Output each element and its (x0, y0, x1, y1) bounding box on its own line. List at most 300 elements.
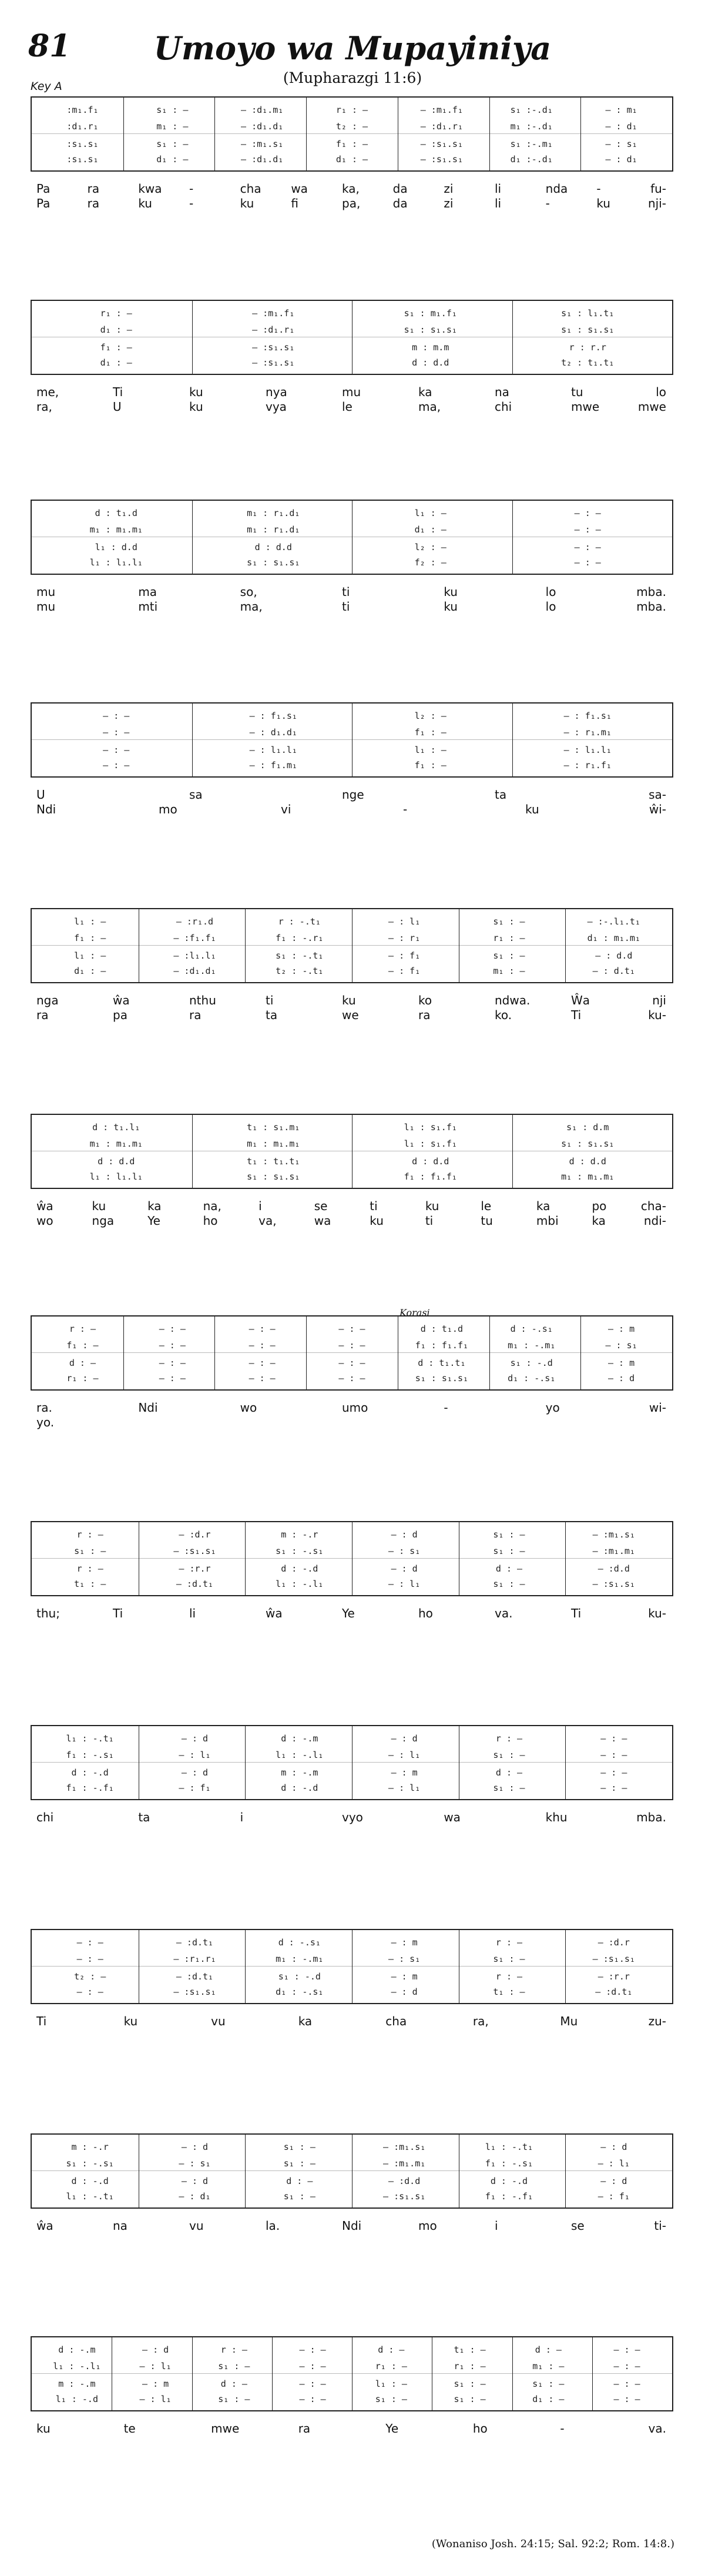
measure-cell: s₁ : — (218, 2394, 250, 2404)
lyric-syllable: nga (36, 993, 59, 1007)
measure-cell: d : t₁.d (95, 508, 137, 518)
measure-cell: — : — (299, 2379, 326, 2389)
measure-cell: m₁ : — (156, 121, 189, 132)
measure-cell: r : r.r (569, 342, 606, 353)
tonic-solfa-notation (32, 2138, 672, 2204)
lyric-syllable: ku (525, 802, 539, 816)
measure-cell: d₁ : m₁.m₁ (587, 933, 640, 943)
measure-cell: — : d (391, 1529, 418, 1540)
lyric-syllable: - (189, 196, 194, 210)
voice-row (38, 136, 666, 152)
measure-cell: — : d₁ (179, 2191, 211, 2202)
lyric-syllable: ma (138, 585, 157, 599)
measure-cell: — : — (613, 2344, 640, 2355)
lyric-syllable: ku- (648, 1606, 666, 1620)
voice-row (38, 2173, 666, 2189)
measure-cell: — : — (159, 1373, 186, 1384)
lyric-syllable: ra (418, 1008, 431, 1022)
measure-cell: f₁ : -.f₁ (66, 1783, 114, 1793)
lyric-syllable: ti (342, 599, 350, 614)
voice-row (38, 102, 666, 118)
voice-row (38, 505, 666, 521)
measure-cell: t₁ : — (454, 2344, 486, 2355)
tonic-solfa-notation (32, 1730, 672, 1796)
voice-row (38, 708, 666, 723)
lyric-syllable: Ndi (138, 1401, 158, 1415)
measure-cell: — : — (600, 1750, 627, 1760)
measure-cell: — : — (103, 727, 130, 738)
lyric-syllable: Ye (342, 1606, 355, 1620)
lyric-syllable: - (403, 802, 408, 816)
lyric-syllable: va, (258, 1214, 277, 1228)
lyric-syllable: ho (472, 2421, 488, 2436)
measure-cell: — : r₁.m₁ (563, 727, 612, 738)
measure-cell: — : l₁.l₁ (563, 745, 612, 755)
lyric-syllable: Ye (147, 1214, 160, 1228)
measure-cell: f₁ : -.r₁ (276, 933, 324, 943)
lyric-syllable: vi (281, 802, 291, 816)
lyric-line (31, 2219, 672, 2236)
tonic-solfa-notation (32, 2341, 672, 2407)
measure-cell: — : l₁ (139, 2394, 172, 2404)
lyric-syllable: zu- (648, 2014, 666, 2028)
measure-cell: l₁ : -.l₁ (276, 1579, 324, 1589)
tonic-solfa-notation (32, 707, 672, 773)
measure-cell: f₁ : -.f₁ (485, 2191, 533, 2202)
measure-cell: t₁ : — (493, 1987, 525, 1997)
measure-cell: d : — (495, 1767, 523, 1778)
measure-cell: — :d₁.m₁ (241, 105, 284, 115)
voice-row (38, 1169, 666, 1184)
tonic-solfa-notation (32, 1320, 672, 1386)
measure-cell: — :m₁.f₁ (420, 105, 463, 115)
lyric-syllable: tu (481, 1214, 493, 1228)
lyric-syllable: ti (266, 993, 274, 1007)
measure-cell: m₁ : -.m₁ (508, 1340, 556, 1351)
music-system (31, 1114, 672, 1228)
lyric-syllable: ka (298, 2014, 313, 2028)
lyric-line (31, 599, 672, 617)
measure-cell: s₁ : -.s₁ (66, 2158, 114, 2169)
voice-row (38, 1338, 666, 1353)
lyric-syllable: ka (147, 1199, 162, 1213)
lyric-syllable: cha (385, 2014, 407, 2028)
measure-cell: s₁ : — (74, 1546, 106, 1556)
measure-cell: — :s₁.s₁ (383, 2191, 426, 2202)
footer-reference: (Wonaniso Josh. 24:15; Sal. 92:2; Rom. 14:8.) (431, 2538, 674, 2550)
measure-cell: d : — (535, 2344, 562, 2355)
lyric-syllable: U (113, 400, 122, 414)
measure-cell: r₁ : — (100, 308, 132, 319)
measure-cell: — :d₁.r₁ (252, 324, 295, 335)
chorus-label: Korasi (400, 1307, 430, 1318)
staff-box (31, 1521, 673, 1596)
measure-cell: t₂ : — (335, 121, 368, 132)
measure-cell: s₁ : — (218, 2361, 250, 2371)
lyric-syllable: ŵa (266, 1606, 283, 1620)
measure-cell: l₁ : s₁.f₁ (404, 1122, 457, 1133)
tonic-solfa-notation (32, 913, 672, 979)
lyric-line (31, 1214, 672, 1231)
measure-cell: t₂ : t₁.t₁ (561, 357, 615, 368)
lyric-syllable: mbi (536, 1214, 559, 1228)
measure-cell: s₁ : s₁.s₁ (561, 324, 615, 335)
measure-cell: d : d.d (412, 1156, 449, 1167)
measure-cell: r₁ : — (375, 2361, 407, 2371)
measure-cell: r : — (69, 1324, 96, 1334)
lyric-syllable: ra, (36, 400, 52, 414)
lyric-syllable: ku (240, 196, 254, 210)
lyric-syllable: ndi- (643, 1214, 666, 1228)
measure-cell: d : -.s₁ (510, 1324, 553, 1334)
measure-cell: — : d (600, 2142, 627, 2152)
lyric-syllable: le (342, 400, 352, 414)
lyric-syllable: zi (444, 182, 454, 196)
voice-row (38, 2359, 666, 2374)
lyric-syllable: ku (425, 1199, 439, 1213)
measure-cell: — :m₁.s₁ (241, 139, 284, 149)
measure-cell: — : — (299, 2344, 326, 2355)
measure-cell: — : — (299, 2394, 326, 2404)
lyric-syllable: wa (291, 182, 308, 196)
measure-cell: — :m₁.f₁ (252, 308, 295, 319)
measure-cell: d : -.d (281, 1563, 318, 1574)
measure-cell: l₁ : -.t₁ (66, 1733, 114, 1744)
tonic-solfa-notation (32, 504, 672, 570)
measure-cell: d₁ : — (156, 154, 189, 165)
measure-cell: d₁ : — (414, 524, 446, 535)
measure-cell: — : f₁ (179, 1783, 211, 1793)
measure-cell: l₁ : l₁.l₁ (89, 1171, 143, 1182)
measure-cell: f₁ : — (74, 933, 106, 943)
lyric-syllable: ka (592, 1214, 606, 1228)
lyric-syllable: se (571, 2219, 585, 2233)
measure-cell: — :d.d (388, 2176, 421, 2186)
voice-row (38, 1576, 666, 1592)
measure-cell: — : d₁.d₁ (249, 727, 297, 738)
measure-cell: r₁ : — (454, 2361, 486, 2371)
lyric-syllable: so, (240, 585, 257, 599)
lyric-syllable: se (314, 1199, 328, 1213)
voice-row (38, 1136, 666, 1151)
lyric-syllable: nji (652, 993, 666, 1007)
staff-box (31, 500, 673, 575)
measure-cell: — : — (600, 1783, 627, 1793)
measure-cell: s₁ : s₁.s₁ (561, 1138, 615, 1149)
lyric-syllable: sa (189, 788, 203, 802)
music-system (31, 1315, 672, 1429)
measure-cell: — : d (391, 1563, 418, 1574)
measure-cell: s₁ : — (283, 2191, 315, 2202)
measure-cell: — : — (159, 1324, 186, 1334)
lyric-syllable: chi (495, 400, 512, 414)
voice-row (38, 2342, 666, 2357)
lyric-line (31, 1606, 672, 1624)
voice-row (38, 742, 666, 758)
measure-cell: — : d (181, 2142, 209, 2152)
measure-cell: — :f₁.f₁ (173, 933, 216, 943)
measure-cell: s₁ : s₁.s₁ (404, 324, 457, 335)
measure-cell: d₁ : — (100, 357, 132, 368)
lyric-syllable: i (495, 2219, 498, 2233)
measure-cell: — :s₁.s₁ (592, 1579, 635, 1589)
measure-cell: — : d₁ (605, 121, 637, 132)
measure-cell: r : — (495, 1971, 523, 1982)
measure-cell: d : — (495, 1563, 523, 1574)
measure-cell: — : s₁ (605, 1340, 637, 1351)
measure-cell: d₁ : -.s₁ (508, 1373, 556, 1384)
lyric-syllable: ho (418, 1606, 433, 1620)
measure-cell: r : — (220, 2344, 247, 2355)
lyric-syllable: ra. (36, 1401, 52, 1415)
lyric-syllable: va. (648, 2421, 666, 2436)
lyric-line (31, 196, 672, 214)
measure-cell: — : — (613, 2394, 640, 2404)
measure-cell: l₁ : d.d (95, 542, 137, 552)
voice-row (38, 1543, 666, 1559)
measure-cell: — :d₁.d₁ (241, 154, 284, 165)
measure-cell: l₁ : — (375, 2379, 407, 2389)
measure-cell: — : d.d (595, 950, 633, 961)
measure-cell: d₁ : — (335, 154, 368, 165)
measure-cell: s₁ :-.d₁ (510, 105, 553, 115)
measure-cell: t₂ : — (74, 1971, 106, 1982)
voice-row (38, 1561, 666, 1576)
voice-row (38, 963, 666, 979)
measure-cell: — : — (574, 524, 601, 535)
voice-row (38, 930, 666, 946)
lyric-syllable: Pa (36, 182, 51, 196)
staff-box (31, 702, 673, 778)
staff-box (31, 300, 673, 375)
measure-cell: r : — (495, 1733, 523, 1744)
voice-row (38, 758, 666, 773)
lyric-syllable: khu (545, 1810, 568, 1824)
measure-cell: — : — (613, 2361, 640, 2371)
measure-cell: — : — (338, 1358, 365, 1368)
lyric-syllable: ra (298, 2421, 311, 2436)
lyric-syllable: la. (266, 2219, 280, 2233)
lyric-syllable: yo. (36, 1415, 55, 1429)
lyric-syllable: ku- (648, 1008, 666, 1022)
voice-row (38, 725, 666, 740)
measure-cell: f₁ : — (414, 760, 446, 771)
lyric-syllable: - (444, 1401, 448, 1415)
measure-cell: d : — (69, 1358, 96, 1368)
staff-box (31, 2133, 673, 2209)
voice-row (38, 1120, 666, 1135)
lyric-syllable: nya (266, 385, 287, 399)
measure-cell: l₁ : -.t₁ (485, 2142, 533, 2152)
lyric-line (31, 2421, 672, 2439)
music-system (31, 96, 672, 210)
lyric-syllable: Ndi (342, 2219, 362, 2233)
measure-cell: — :d₁.r₁ (420, 121, 463, 132)
lyric-syllable: mba. (636, 1810, 666, 1824)
measure-cell: — : — (76, 1954, 103, 1964)
measure-cell: — :s₁.s₁ (420, 154, 463, 165)
measure-cell: — :s₁.s₁ (252, 342, 295, 353)
measure-cell: s₁ : — (493, 916, 525, 927)
measure-cell: — : d.t₁ (592, 966, 635, 976)
measure-cell: s₁ : -.t₁ (276, 950, 324, 961)
voice-row (38, 540, 666, 555)
tonic-solfa-notation (32, 1526, 672, 1592)
lyric-syllable: vu (189, 2219, 204, 2233)
lyric-syllable: ndwa. (495, 993, 531, 1007)
measure-cell: — : s₁ (388, 1546, 421, 1556)
measure-cell: f₁ : — (66, 1340, 99, 1351)
lyric-syllable: - (545, 196, 550, 210)
measure-cell: — : — (103, 760, 130, 771)
lyric-syllable: ku (444, 585, 458, 599)
measure-cell: — : f₁.m₁ (249, 760, 297, 771)
voice-row (38, 1527, 666, 1542)
measure-cell: — :d.t₁ (176, 1579, 214, 1589)
measure-cell: m : -.r (281, 1529, 318, 1540)
lyric-syllable: ta (495, 788, 507, 802)
measure-cell: t₁ : — (74, 1579, 106, 1589)
lyric-syllable: le (481, 1199, 492, 1213)
measure-cell: — : m (391, 1767, 418, 1778)
voice-row (38, 355, 666, 370)
lyric-syllable: da (392, 182, 408, 196)
measure-cell: d : — (286, 2176, 313, 2186)
measure-cell: — :d.r (597, 1937, 630, 1948)
measure-cell: — : d (181, 1767, 209, 1778)
voice-row (38, 948, 666, 963)
voice-row (38, 1969, 666, 1984)
lyric-syllable: ma, (418, 400, 441, 414)
lyric-syllable: kwa (138, 182, 162, 196)
music-system (31, 2336, 672, 2436)
lyric-syllable: ko (418, 993, 432, 1007)
lyric-syllable: yo (545, 1401, 560, 1415)
lyric-syllable: mo (159, 802, 177, 816)
measure-cell: — : m (391, 1937, 418, 1948)
voice-row (38, 1321, 666, 1336)
measure-cell: m₁ : -.m₁ (276, 1954, 324, 1964)
measure-cell: s₁ : — (493, 1954, 525, 1964)
lyric-syllable: li (189, 1606, 196, 1620)
voice-row (38, 306, 666, 321)
lyric-syllable: ti- (654, 2219, 666, 2233)
measure-cell: — : — (103, 711, 130, 721)
lyric-syllable: ho (203, 1214, 218, 1228)
voice-row (38, 1984, 666, 1999)
lyric-line (31, 400, 672, 417)
lyric-syllable: U (36, 788, 45, 802)
measure-cell: d : -.s₁ (278, 1937, 321, 1948)
voice-row (38, 2139, 666, 2155)
measure-cell: d : -.m (58, 2344, 96, 2355)
lyric-syllable: Ye (385, 2421, 399, 2436)
lyric-syllable: ta (138, 1810, 150, 1824)
lyric-syllable: mo (418, 2219, 437, 2233)
measure-cell: — : — (299, 2361, 326, 2371)
lyric-syllable: wa (444, 1810, 461, 1824)
voice-row (38, 1731, 666, 1746)
measure-cell: d : d.d (569, 1156, 606, 1167)
measure-cell: f₁ : — (414, 727, 446, 738)
hymn-number: 81 (28, 28, 71, 64)
voice-row (38, 522, 666, 537)
lyric-syllable: Ti (113, 1606, 123, 1620)
measure-cell: :m₁.f₁ (66, 105, 99, 115)
measure-cell: m₁ : m₁.m₁ (89, 524, 143, 535)
lyric-syllable: ma, (240, 599, 263, 614)
measure-cell: — : d (181, 1733, 209, 1744)
voice-row (38, 322, 666, 337)
measure-cell: — : r₁.f₁ (563, 760, 612, 771)
lyric-syllable: pa, (342, 196, 361, 210)
lyric-syllable: ku (92, 1199, 106, 1213)
lyric-syllable: lo (656, 385, 666, 399)
measure-cell: — : l₁ (179, 1750, 211, 1760)
measure-cell: s₁ : — (532, 2379, 565, 2389)
measure-cell: — : l₁ (388, 1783, 421, 1793)
measure-cell: f₁ : f₁.f₁ (415, 1340, 469, 1351)
lyric-syllable: ra (87, 196, 100, 210)
measure-cell: l₂ : — (414, 711, 446, 721)
lyric-syllable: ŵa (36, 1199, 53, 1213)
lyric-syllable: nga (92, 1214, 115, 1228)
lyric-syllable: li (495, 182, 502, 196)
measure-cell: d : t₁.t₁ (418, 1358, 466, 1368)
lyric-syllable: ku (189, 400, 203, 414)
measure-cell: — : f₁ (388, 950, 421, 961)
measure-cell: — : r₁ (388, 933, 421, 943)
voice-row (38, 914, 666, 929)
measure-cell: — : d (391, 1733, 418, 1744)
measure-cell: r : — (495, 1937, 523, 1948)
lyric-syllable: pa (113, 1008, 127, 1022)
lyric-syllable: ka (418, 385, 432, 399)
measure-cell: — : m (608, 1324, 635, 1334)
lyric-syllable: ŵi- (649, 802, 666, 816)
lyric-syllable: ku (370, 1214, 384, 1228)
lyric-syllable: tu (571, 385, 583, 399)
measure-cell: — : l₁ (597, 2158, 630, 2169)
measure-cell: — : s₁ (179, 2158, 211, 2169)
measure-cell: — : d (608, 1373, 635, 1384)
measure-cell: — :s₁.s₁ (173, 1987, 216, 1997)
measure-cell: — : — (159, 1358, 186, 1368)
lyric-syllable: wo (36, 1214, 53, 1228)
lyric-syllable: chi (36, 1810, 54, 1824)
lyric-syllable: Ti (113, 385, 123, 399)
measure-cell: s₁ : — (493, 1579, 525, 1589)
lyric-syllable: i (240, 1810, 244, 1824)
lyric-syllable: mwe (637, 400, 666, 414)
measure-cell: — : l₁ (388, 916, 421, 927)
measure-cell: d₁ : — (100, 324, 132, 335)
measure-cell: — : l₁ (388, 1579, 421, 1589)
measure-cell: r : — (76, 1529, 103, 1540)
tonic-solfa-notation (32, 1934, 672, 1999)
measure-cell: d : — (220, 2379, 247, 2389)
measure-cell: — : — (159, 1340, 186, 1351)
measure-cell: s₁ : l₁.t₁ (561, 308, 615, 319)
lyric-syllable: mti (138, 599, 158, 614)
lyric-syllable: Ti (571, 1606, 582, 1620)
measure-cell: — :d.r (179, 1529, 211, 1540)
measure-cell: s₁ : — (493, 1750, 525, 1760)
lyric-syllable: Ti (571, 1008, 582, 1022)
measure-cell: s₁ : — (454, 2394, 486, 2404)
measure-cell: — :d.t₁ (176, 1937, 214, 1948)
voice-row (38, 555, 666, 570)
